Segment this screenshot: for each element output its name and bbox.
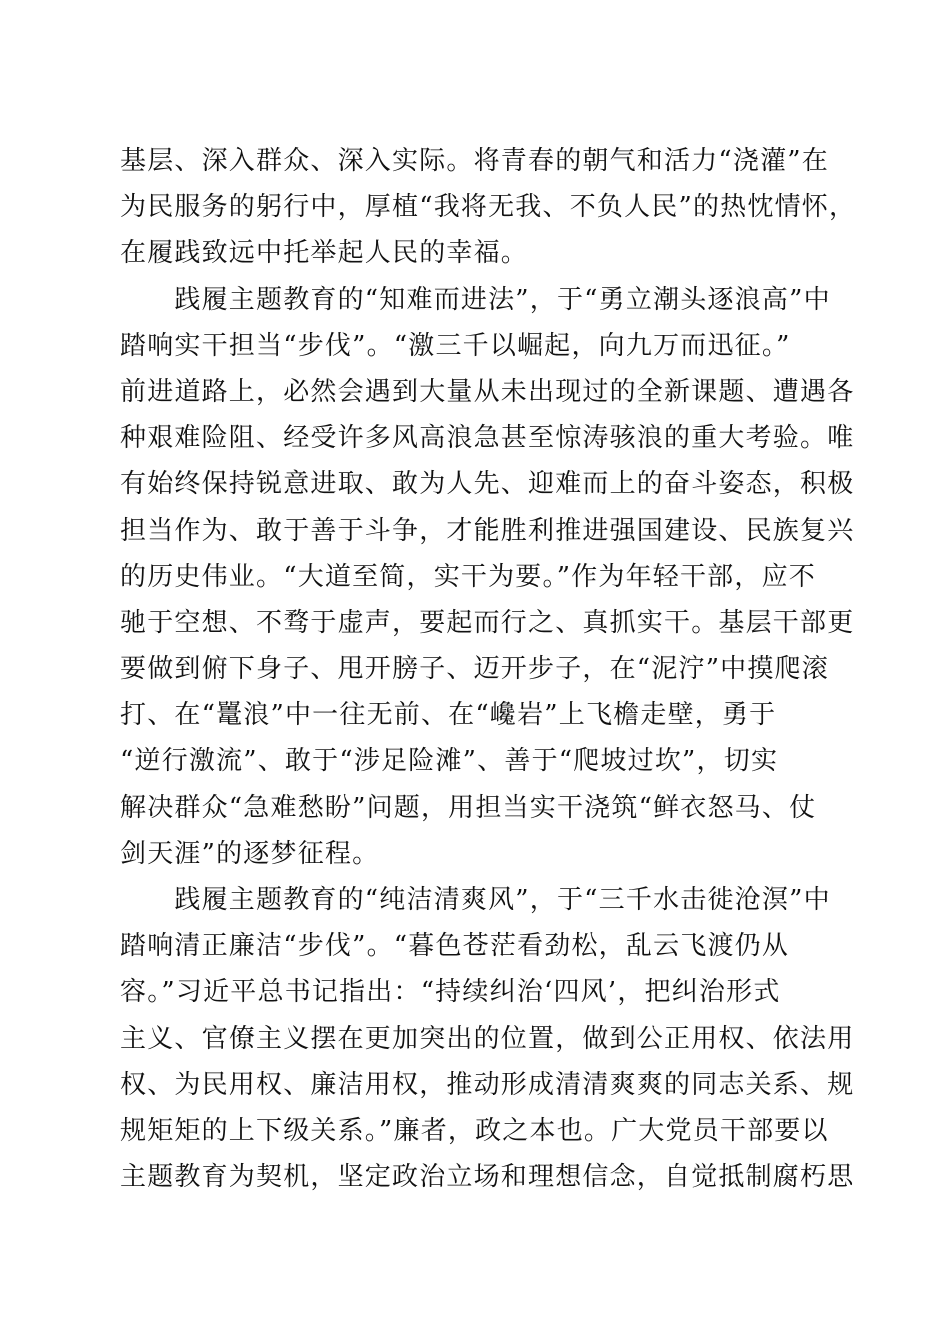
text-line: 基层、深入群众、深入实际。将青春的朝气和活力“浇灌”在	[120, 146, 829, 176]
text-line: 规矩矩的上下级关系。”廉者，政之本也。广大党员干部要以	[120, 1115, 829, 1146]
text-line: 前进道路上，必然会遇到大量从未出现过的全新课题、遭遇各	[120, 376, 855, 407]
text-line: 主义、官僚主义摆在更加突出的位置，做到公正用权、依法用	[120, 1023, 855, 1054]
text-line: 在履践致远中托举起人民的幸福。	[120, 238, 529, 269]
text-line: 踏响清正廉洁“步伐”。“暮色苍茫看劲松，乱云飞渡仍从	[120, 931, 790, 962]
text-line: 权、为民用权、廉洁用权，推动形成清清爽爽的同志关系、规	[120, 1069, 855, 1100]
text-line: “逆行激流”、敢于“涉足险滩”、善于“爬坡过坎”，切实	[120, 746, 779, 777]
text-line: 剑天涯”的逐梦征程。	[120, 838, 380, 869]
text-line: 主题教育为契机，坚定政治立场和理想信念，自觉抵制腐朽思	[120, 1162, 855, 1193]
text-line: 解决群众“急难愁盼”问题，用担当实干浇筑“鲜衣怒马、仗	[120, 792, 817, 823]
text-line: 种艰难险阻、经受许多风高浪急甚至惊涛骇浪的重大考验。唯	[120, 423, 855, 454]
text-line: 为民服务的躬行中，厚植“我将无我、不负人民”的热忱情怀，	[120, 192, 857, 223]
text-line: 要做到俯下身子、甩开膀子、迈开步子，在“泥泞”中摸爬滚	[120, 654, 829, 685]
text-line: 容。”习近平总书记指出：“持续纠治‘四风’，把纠治形式	[120, 977, 781, 1008]
text-line: 担当作为、敢于善于斗争，才能胜利推进强国建设、民族复兴	[120, 515, 855, 546]
text-line: 驰于空想、不骛于虚声，要起而行之、真抓实干。基层干部更	[120, 607, 855, 638]
text-line: 有始终保持锐意进取、敢为人先、迎难而上的奋斗姿态，积极	[120, 469, 855, 500]
text-line: 的历史伟业。“大道至简，实干为要。”作为年轻干部，应不	[120, 561, 816, 592]
text-line: 践履主题教育的“纯洁清爽风”，于“三千水击徙沧溟”中	[120, 885, 831, 915]
text-line: 踏响实干担当“步伐”。“激三千以崛起，向九万而迅征。”	[120, 330, 791, 361]
text-line: 打、在“鼍浪”中一往无前、在“巉岩”上飞檐走壁，勇于	[120, 700, 777, 731]
text-line: 践履主题教育的“知难而进法”，于“勇立潮头逐浪高”中	[120, 284, 831, 315]
body-text	[120, 138, 857, 1200]
